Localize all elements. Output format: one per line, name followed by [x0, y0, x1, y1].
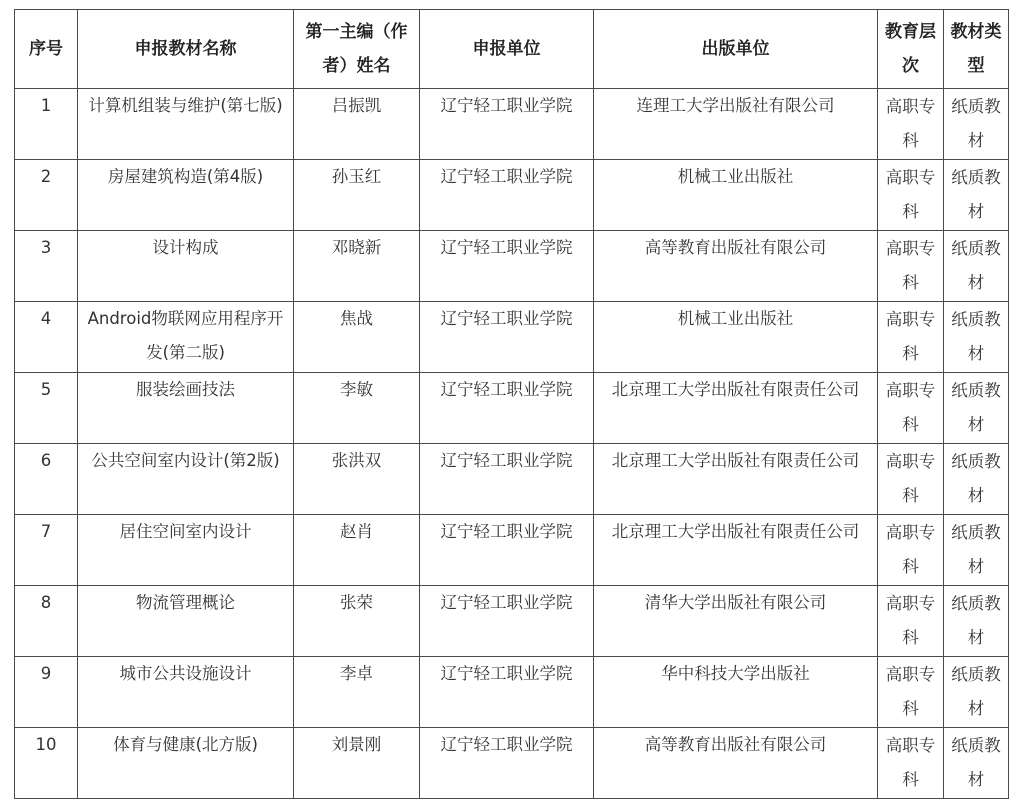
cell-seq: 7	[15, 515, 78, 586]
cell-publisher: 高等教育出版社有限公司	[594, 231, 878, 302]
cell-publisher: 北京理工大学出版社有限责任公司	[594, 373, 878, 444]
cell-type: 纸质教材	[944, 657, 1009, 728]
header-editor: 第一主编（作者）姓名	[294, 10, 420, 89]
cell-editor: 李敏	[294, 373, 420, 444]
cell-title: 设计构成	[78, 231, 294, 302]
cell-applicant: 辽宁轻工职业学院	[420, 160, 594, 231]
cell-editor: 张洪双	[294, 444, 420, 515]
cell-editor: 焦战	[294, 302, 420, 373]
cell-title: 体育与健康(北方版)	[78, 728, 294, 799]
cell-title: 公共空间室内设计(第2版)	[78, 444, 294, 515]
cell-seq: 9	[15, 657, 78, 728]
cell-seq: 2	[15, 160, 78, 231]
table-row	[15, 657, 1009, 728]
cell-publisher: 高等教育出版社有限公司	[594, 728, 878, 799]
cell-editor: 邓晓新	[294, 231, 420, 302]
cell-seq: 10	[15, 728, 78, 799]
table-row	[15, 302, 1009, 373]
cell-level: 高职专科	[878, 657, 944, 728]
cell-level: 高职专科	[878, 728, 944, 799]
cell-applicant: 辽宁轻工职业学院	[420, 444, 594, 515]
cell-title: 计算机组装与维护(第七版)	[78, 89, 294, 160]
cell-applicant: 辽宁轻工职业学院	[420, 231, 594, 302]
cell-publisher: 北京理工大学出版社有限责任公司	[594, 444, 878, 515]
cell-editor: 孙玉红	[294, 160, 420, 231]
cell-title: 居住空间室内设计	[78, 515, 294, 586]
cell-applicant: 辽宁轻工职业学院	[420, 586, 594, 657]
cell-seq: 6	[15, 444, 78, 515]
cell-type: 纸质教材	[944, 373, 1009, 444]
textbook-table-container	[14, 9, 1009, 799]
header-type: 教材类型	[944, 10, 1009, 89]
cell-seq: 1	[15, 89, 78, 160]
cell-level: 高职专科	[878, 302, 944, 373]
cell-type: 纸质教材	[944, 728, 1009, 799]
header-row	[15, 10, 1009, 89]
cell-level: 高职专科	[878, 515, 944, 586]
cell-level: 高职专科	[878, 231, 944, 302]
cell-level: 高职专科	[878, 160, 944, 231]
cell-title: 房屋建筑构造(第4版)	[78, 160, 294, 231]
cell-publisher: 华中科技大学出版社	[594, 657, 878, 728]
cell-seq: 3	[15, 231, 78, 302]
table-row	[15, 586, 1009, 657]
cell-title: 城市公共设施设计	[78, 657, 294, 728]
cell-applicant: 辽宁轻工职业学院	[420, 657, 594, 728]
cell-editor: 吕振凯	[294, 89, 420, 160]
header-seq: 序号	[15, 10, 78, 89]
cell-level: 高职专科	[878, 89, 944, 160]
cell-seq: 4	[15, 302, 78, 373]
cell-seq: 5	[15, 373, 78, 444]
cell-applicant: 辽宁轻工职业学院	[420, 515, 594, 586]
cell-publisher: 清华大学出版社有限公司	[594, 586, 878, 657]
cell-type: 纸质教材	[944, 89, 1009, 160]
cell-applicant: 辽宁轻工职业学院	[420, 728, 594, 799]
cell-title: 服装绘画技法	[78, 373, 294, 444]
textbook-table	[14, 9, 1009, 799]
cell-applicant: 辽宁轻工职业学院	[420, 89, 594, 160]
table-row	[15, 231, 1009, 302]
cell-publisher: 连理工大学出版社有限公司	[594, 89, 878, 160]
header-publisher: 出版单位	[594, 10, 878, 89]
header-title: 申报教材名称	[78, 10, 294, 89]
cell-type: 纸质教材	[944, 444, 1009, 515]
cell-title: Android物联网应用程序开发(第二版)	[78, 302, 294, 373]
cell-level: 高职专科	[878, 373, 944, 444]
cell-title: 物流管理概论	[78, 586, 294, 657]
cell-level: 高职专科	[878, 586, 944, 657]
cell-editor: 李卓	[294, 657, 420, 728]
table-row	[15, 444, 1009, 515]
cell-type: 纸质教材	[944, 515, 1009, 586]
table-row	[15, 89, 1009, 160]
cell-publisher: 机械工业出版社	[594, 302, 878, 373]
table-row	[15, 160, 1009, 231]
table-row	[15, 373, 1009, 444]
cell-applicant: 辽宁轻工职业学院	[420, 373, 594, 444]
cell-editor: 刘景刚	[294, 728, 420, 799]
cell-publisher: 北京理工大学出版社有限责任公司	[594, 515, 878, 586]
table-row	[15, 728, 1009, 799]
header-applicant: 申报单位	[420, 10, 594, 89]
cell-applicant: 辽宁轻工职业学院	[420, 302, 594, 373]
cell-type: 纸质教材	[944, 302, 1009, 373]
cell-level: 高职专科	[878, 444, 944, 515]
cell-editor: 赵肖	[294, 515, 420, 586]
cell-editor: 张荣	[294, 586, 420, 657]
cell-type: 纸质教材	[944, 231, 1009, 302]
cell-publisher: 机械工业出版社	[594, 160, 878, 231]
cell-type: 纸质教材	[944, 586, 1009, 657]
table-row	[15, 515, 1009, 586]
cell-type: 纸质教材	[944, 160, 1009, 231]
cell-seq: 8	[15, 586, 78, 657]
header-level: 教育层次	[878, 10, 944, 89]
